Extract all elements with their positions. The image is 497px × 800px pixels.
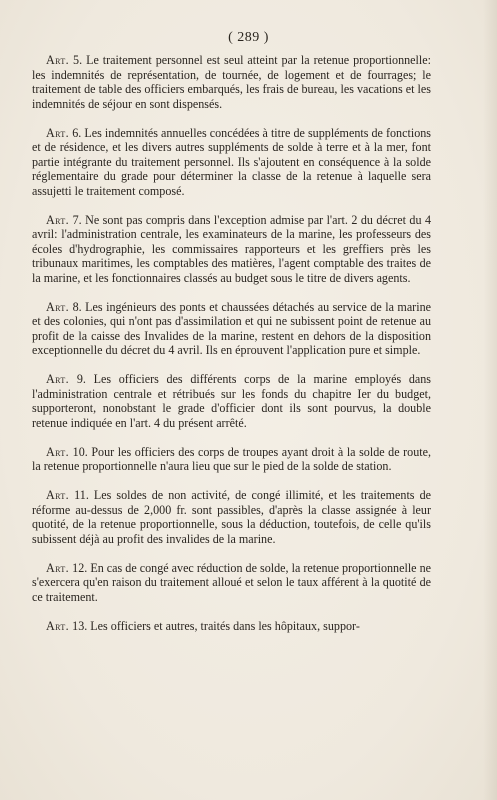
article-label: Art. xyxy=(46,444,70,459)
article-number: 5. xyxy=(73,53,83,67)
article-label: Art. xyxy=(46,53,70,67)
article-text: Les indemnités annuelles concédées à titre de suppléments de fonctions et de résidence, et les divers autres suppléments de solde à terre et à la mer, font partie intégrante du traitement personnel. Ils s'ajoutent en conséquence à la solde réglementaire du grade pour déterminer la classe de la retenue à laquelle sera assujetti le traitement composé. xyxy=(32,125,431,198)
article-label: Art. xyxy=(46,618,70,633)
article-label: Art. xyxy=(46,212,70,227)
body-text xyxy=(32,53,431,648)
article-label: Art. xyxy=(46,488,70,502)
article-number: 13. xyxy=(72,618,88,633)
page-number: ( 289 ) xyxy=(228,30,269,45)
article-6 xyxy=(32,126,431,199)
article-text: Les ingénieurs des ponts et chaussées détachés au service de la marine et des colonies, qui n'ont pas d'assimilation et qui ne subissent point de retenue au profit de la caisse des Invalides de la marine, restent en dehors de la disposition exceptionnelle du décret du 4 avril. Ils en éprouvent l'application pure et simple. xyxy=(32,299,431,357)
article-12 xyxy=(32,561,431,605)
article-number: 7. xyxy=(72,212,82,227)
article-label: Art. xyxy=(46,372,70,386)
article-8 xyxy=(32,300,431,358)
article-text: En cas de congé avec réduction de solde, la retenue proportionnelle ne s'exercera qu'en raison du traitement alloué et selon le taux afférent à la quotité de ce traitement. xyxy=(32,560,431,604)
article-number: 8. xyxy=(72,299,82,314)
article-text: Pour les officiers des corps de troupes ayant droit à la solde de route, la retenue proportionnelle n'aura lieu que sur le pied de la solde de station. xyxy=(32,444,431,473)
article-number: 6. xyxy=(72,125,82,140)
article-number: 11. xyxy=(74,488,89,502)
article-5 xyxy=(32,53,431,111)
article-label: Art. xyxy=(46,299,70,314)
article-13 xyxy=(32,619,431,634)
article-label: Art. xyxy=(46,125,70,140)
article-text: Ne sont pas compris dans l'exception admise par l'art. 2 du décret du 4 avril: l'administration centrale, les examinateurs de la marine, les professeurs des écoles d'hydrographie, les commissaires rapporteurs et les greffiers près les tribunaux maritimes, les comptables des matières, l'agent comptable des traites de la marine, et les fonctionnaires classés au budget sous le titre de divers agents. xyxy=(32,212,432,285)
article-7 xyxy=(32,213,431,286)
article-11 xyxy=(32,488,431,546)
article-label: Art. xyxy=(46,560,70,575)
article-10 xyxy=(32,445,431,474)
article-text: Les officiers des différents corps de la marine employés dans l'administration centrale et rétribués sur les fonds du chapitre Ier du budget, supporteront, nonobstant le grade d'officier dont ils sont pourvus, la double retenue indiquée en l'art. 4 du présent arrêté. xyxy=(32,372,432,430)
article-number: 10. xyxy=(72,444,88,459)
article-number: 12. xyxy=(72,560,88,575)
page-edge-shadow xyxy=(483,0,497,800)
article-text: Le traitement personnel est seul atteint par la retenue proportionnelle: les indemnités de représentation, de tournée, de logement et de fourrages; le traitement de table des officiers embarqués, les frais de bureau, les vacations et les indemnités de séjour en sont dispensés. xyxy=(32,53,431,111)
article-number: 9. xyxy=(76,372,86,386)
article-text: Les officiers et autres, traités dans les hôpitaux, suppor- xyxy=(90,618,360,633)
article-text: Les soldes de non activité, de congé illimité, et les traitements de réforme au-dessus de 2,000 fr. sont passibles, d'après la classe assignée à leur quotité, de la retenue proportionnelle, sous la déduction, toutefois, de celle qu'ils subissent déjà au profit des invalides de la marine. xyxy=(32,488,431,546)
article-9 xyxy=(32,372,431,430)
